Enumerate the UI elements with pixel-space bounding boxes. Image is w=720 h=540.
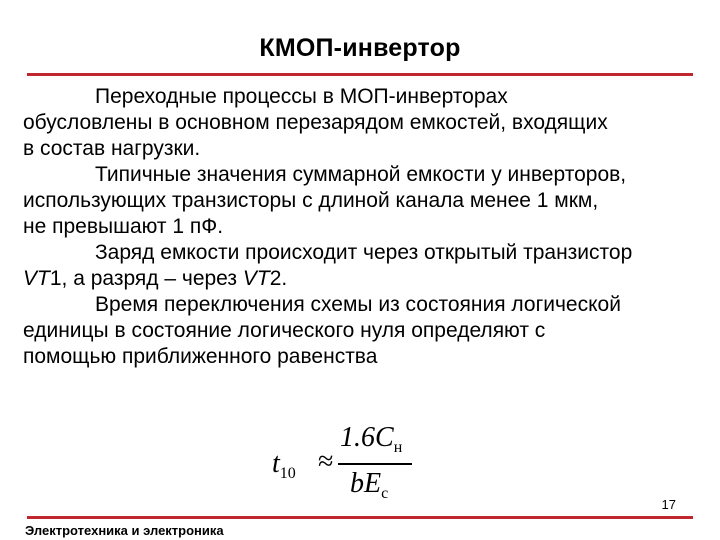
p3-line-2a: 1, а разряд – через [49,267,243,290]
paragraph-4 [23,292,713,370]
p2-line-3: не превышают 1 пФ. [23,215,224,238]
slide-title: КМОП-инвертор [259,34,461,62]
p1-line-1: Переходные процессы в МОП-инверторах [95,85,508,108]
p2-line-1: Типичные значения суммарной емкости у инверторов, [95,163,627,186]
top-divider [27,73,693,76]
formula-lhs: $t_{10}$ [272,448,296,482]
p4-line-3: помощью приближенного равенства [23,345,378,368]
paragraph-2 [23,162,713,240]
p2-line-2: использующих транзисторы с длиной канала менее 1 мкм, [23,189,599,212]
approx-sign: ≈ [318,446,334,477]
p4-line-1: Время переключения схемы из состояния логической [95,293,621,316]
paragraph-3 [23,240,713,292]
p1-line-3: в состав нагрузки. [23,137,201,160]
p3-line-1: Заряд емкости происходит через открытый транзистор [95,241,633,264]
fraction-bar [338,463,412,465]
p3-line-2b: 2. [269,267,288,290]
formula-numerator: $1.6C_н$ [340,422,403,456]
page-number: 17 [661,497,676,512]
footer-course-title: Электротехника и электроника [25,523,224,538]
paragraph-1 [23,84,713,162]
p1-line-2: обусловлены в основном перезарядом емкостей, входящих [23,111,608,134]
bottom-divider [27,516,693,519]
vt-label-2: VT [242,267,270,290]
slide-body [23,84,713,370]
p4-line-2: единицы в состояние логического нуля определяют с [23,319,546,342]
formula-denominator: $bE_c$ [350,468,389,502]
vt-label-1: VT [23,267,50,290]
